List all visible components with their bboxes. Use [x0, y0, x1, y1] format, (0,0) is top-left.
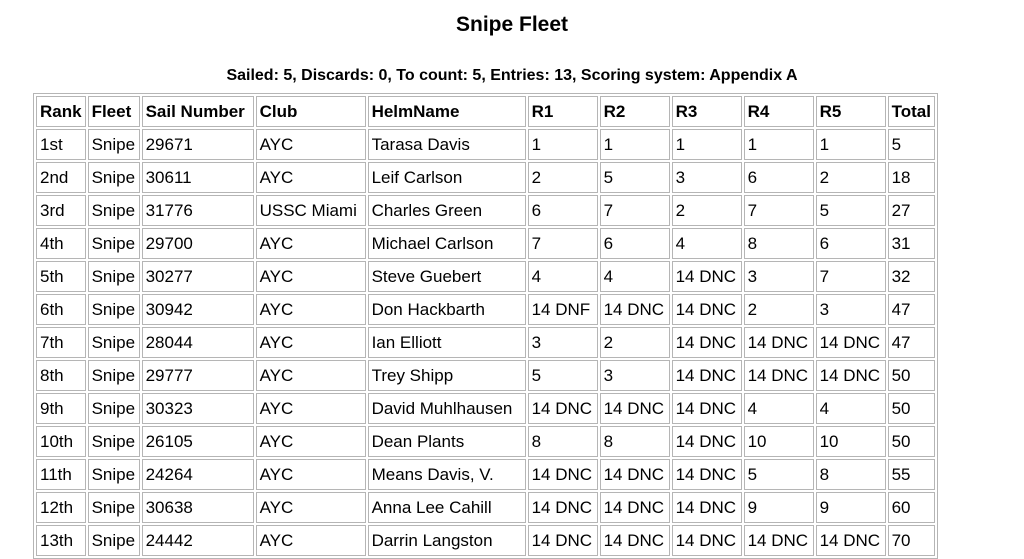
- cell-sail-number: 30942: [142, 294, 254, 325]
- column-header-r5: R5: [816, 96, 886, 127]
- cell-sail-number: 24264: [142, 459, 254, 490]
- cell-r5: 7: [816, 261, 886, 292]
- cell-fleet: Snipe: [88, 261, 140, 292]
- cell-r2: 4: [600, 261, 670, 292]
- cell-r3: 1: [672, 129, 742, 160]
- results-body: [36, 129, 935, 556]
- cell-r3: 14 DNC: [672, 525, 742, 556]
- cell-sail-number: 29671: [142, 129, 254, 160]
- cell-r1: 8: [528, 426, 598, 457]
- table-row: [36, 228, 935, 259]
- cell-r1: 14 DNC: [528, 492, 598, 523]
- cell-sail-number: 30277: [142, 261, 254, 292]
- cell-rank: 13th: [36, 525, 86, 556]
- cell-r1: 2: [528, 162, 598, 193]
- cell-r1: 3: [528, 327, 598, 358]
- cell-r2: 14 DNC: [600, 459, 670, 490]
- cell-r3: 2: [672, 195, 742, 226]
- cell-r4: 7: [744, 195, 814, 226]
- cell-r4: 14 DNC: [744, 327, 814, 358]
- table-row: [36, 261, 935, 292]
- column-header-r1: R1: [528, 96, 598, 127]
- column-header-helmname: HelmName: [368, 96, 526, 127]
- cell-total: 50: [888, 360, 935, 391]
- cell-r4: 5: [744, 459, 814, 490]
- race-summary: Sailed: 5, Discards: 0, To count: 5, Entries: 13, Scoring system: Appendix A: [226, 67, 798, 84]
- cell-rank: 12th: [36, 492, 86, 523]
- cell-rank: 2nd: [36, 162, 86, 193]
- cell-total: 50: [888, 426, 935, 457]
- table-row: [36, 525, 935, 556]
- cell-r2: 14 DNC: [600, 393, 670, 424]
- cell-helmname: Charles Green: [368, 195, 526, 226]
- cell-club: AYC: [256, 525, 366, 556]
- cell-fleet: Snipe: [88, 525, 140, 556]
- cell-total: 5: [888, 129, 935, 160]
- cell-r2: 14 DNC: [600, 294, 670, 325]
- table-row: [36, 360, 935, 391]
- cell-total: 50: [888, 393, 935, 424]
- cell-r3: 14 DNC: [672, 360, 742, 391]
- cell-r2: 6: [600, 228, 670, 259]
- cell-r3: 14 DNC: [672, 261, 742, 292]
- cell-total: 47: [888, 327, 935, 358]
- cell-r3: 14 DNC: [672, 492, 742, 523]
- table-row: [36, 294, 935, 325]
- cell-fleet: Snipe: [88, 195, 140, 226]
- cell-sail-number: 26105: [142, 426, 254, 457]
- column-header-fleet: Fleet: [88, 96, 140, 127]
- cell-r1: 14 DNC: [528, 393, 598, 424]
- cell-total: 47: [888, 294, 935, 325]
- cell-r1: 14 DNC: [528, 459, 598, 490]
- cell-sail-number: 29700: [142, 228, 254, 259]
- cell-club: AYC: [256, 426, 366, 457]
- cell-r3: 14 DNC: [672, 393, 742, 424]
- cell-r2: 14 DNC: [600, 525, 670, 556]
- cell-r4: 6: [744, 162, 814, 193]
- column-header-r2: R2: [600, 96, 670, 127]
- cell-helmname: Dean Plants: [368, 426, 526, 457]
- column-header-club: Club: [256, 96, 366, 127]
- column-header-r4: R4: [744, 96, 814, 127]
- cell-rank: 8th: [36, 360, 86, 391]
- cell-fleet: Snipe: [88, 129, 140, 160]
- cell-club: AYC: [256, 360, 366, 391]
- cell-r1: 1: [528, 129, 598, 160]
- cell-r4: 14 DNC: [744, 360, 814, 391]
- cell-r3: 14 DNC: [672, 327, 742, 358]
- cell-r5: 3: [816, 294, 886, 325]
- cell-club: AYC: [256, 261, 366, 292]
- cell-r1: 5: [528, 360, 598, 391]
- cell-fleet: Snipe: [88, 492, 140, 523]
- cell-fleet: Snipe: [88, 327, 140, 358]
- cell-sail-number: 30323: [142, 393, 254, 424]
- cell-club: AYC: [256, 294, 366, 325]
- cell-r5: 1: [816, 129, 886, 160]
- cell-r5: 9: [816, 492, 886, 523]
- column-header-total: Total: [888, 96, 935, 127]
- cell-r1: 7: [528, 228, 598, 259]
- cell-r5: 4: [816, 393, 886, 424]
- cell-r4: 2: [744, 294, 814, 325]
- results-header: [36, 96, 935, 127]
- page-title: Snipe Fleet: [455, 13, 569, 36]
- cell-club: AYC: [256, 129, 366, 160]
- cell-r2: 8: [600, 426, 670, 457]
- cell-fleet: Snipe: [88, 360, 140, 391]
- cell-club: AYC: [256, 492, 366, 523]
- cell-r2: 2: [600, 327, 670, 358]
- cell-r4: 3: [744, 261, 814, 292]
- cell-total: 32: [888, 261, 935, 292]
- cell-fleet: Snipe: [88, 426, 140, 457]
- cell-total: 31: [888, 228, 935, 259]
- cell-r5: 14 DNC: [816, 360, 886, 391]
- table-row: [36, 393, 935, 424]
- cell-rank: 4th: [36, 228, 86, 259]
- cell-r5: 2: [816, 162, 886, 193]
- cell-total: 70: [888, 525, 935, 556]
- cell-r1: 6: [528, 195, 598, 226]
- cell-helmname: Anna Lee Cahill: [368, 492, 526, 523]
- cell-r5: 5: [816, 195, 886, 226]
- cell-r2: 14 DNC: [600, 492, 670, 523]
- cell-r4: 9: [744, 492, 814, 523]
- cell-sail-number: 28044: [142, 327, 254, 358]
- cell-fleet: Snipe: [88, 393, 140, 424]
- cell-helmname: Tarasa Davis: [368, 129, 526, 160]
- cell-rank: 1st: [36, 129, 86, 160]
- cell-fleet: Snipe: [88, 228, 140, 259]
- cell-helmname: Means Davis, V.: [368, 459, 526, 490]
- cell-sail-number: 29777: [142, 360, 254, 391]
- cell-total: 55: [888, 459, 935, 490]
- cell-total: 60: [888, 492, 935, 523]
- cell-helmname: David Muhlhausen: [368, 393, 526, 424]
- cell-total: 18: [888, 162, 935, 193]
- cell-r2: 5: [600, 162, 670, 193]
- table-row: [36, 195, 935, 226]
- cell-r3: 14 DNC: [672, 294, 742, 325]
- cell-helmname: Leif Carlson: [368, 162, 526, 193]
- cell-sail-number: 30611: [142, 162, 254, 193]
- cell-r4: 8: [744, 228, 814, 259]
- table-row: [36, 162, 935, 193]
- cell-r1: 4: [528, 261, 598, 292]
- column-header-rank: Rank: [36, 96, 86, 127]
- cell-rank: 10th: [36, 426, 86, 457]
- cell-fleet: Snipe: [88, 459, 140, 490]
- cell-helmname: Trey Shipp: [368, 360, 526, 391]
- results-table: [33, 93, 938, 559]
- cell-r3: 14 DNC: [672, 426, 742, 457]
- cell-fleet: Snipe: [88, 294, 140, 325]
- cell-r4: 10: [744, 426, 814, 457]
- cell-r5: 6: [816, 228, 886, 259]
- cell-club: AYC: [256, 162, 366, 193]
- table-row: [36, 327, 935, 358]
- cell-r3: 4: [672, 228, 742, 259]
- cell-sail-number: 30638: [142, 492, 254, 523]
- header-row: [36, 96, 935, 127]
- cell-rank: 6th: [36, 294, 86, 325]
- column-header-sail-number: Sail Number: [142, 96, 254, 127]
- cell-club: AYC: [256, 327, 366, 358]
- cell-r5: 14 DNC: [816, 327, 886, 358]
- cell-rank: 9th: [36, 393, 86, 424]
- cell-r3: 3: [672, 162, 742, 193]
- cell-r2: 7: [600, 195, 670, 226]
- cell-helmname: Darrin Langston: [368, 525, 526, 556]
- cell-club: AYC: [256, 228, 366, 259]
- cell-club: AYC: [256, 459, 366, 490]
- cell-sail-number: 24442: [142, 525, 254, 556]
- cell-rank: 5th: [36, 261, 86, 292]
- table-row: [36, 492, 935, 523]
- cell-fleet: Snipe: [88, 162, 140, 193]
- cell-r4: 4: [744, 393, 814, 424]
- cell-r4: 1: [744, 129, 814, 160]
- cell-helmname: Steve Guebert: [368, 261, 526, 292]
- cell-r3: 14 DNC: [672, 459, 742, 490]
- cell-club: USSC Miami: [256, 195, 366, 226]
- table-row: [36, 459, 935, 490]
- cell-r4: 14 DNC: [744, 525, 814, 556]
- cell-rank: 7th: [36, 327, 86, 358]
- cell-club: AYC: [256, 393, 366, 424]
- cell-r2: 1: [600, 129, 670, 160]
- column-header-r3: R3: [672, 96, 742, 127]
- table-row: [36, 426, 935, 457]
- cell-r2: 3: [600, 360, 670, 391]
- cell-rank: 11th: [36, 459, 86, 490]
- cell-r1: 14 DNC: [528, 525, 598, 556]
- cell-helmname: Ian Elliott: [368, 327, 526, 358]
- table-row: [36, 129, 935, 160]
- cell-rank: 3rd: [36, 195, 86, 226]
- cell-helmname: Don Hackbarth: [368, 294, 526, 325]
- cell-r5: 14 DNC: [816, 525, 886, 556]
- cell-sail-number: 31776: [142, 195, 254, 226]
- cell-r1: 14 DNF: [528, 294, 598, 325]
- cell-helmname: Michael Carlson: [368, 228, 526, 259]
- cell-total: 27: [888, 195, 935, 226]
- cell-r5: 10: [816, 426, 886, 457]
- cell-r5: 8: [816, 459, 886, 490]
